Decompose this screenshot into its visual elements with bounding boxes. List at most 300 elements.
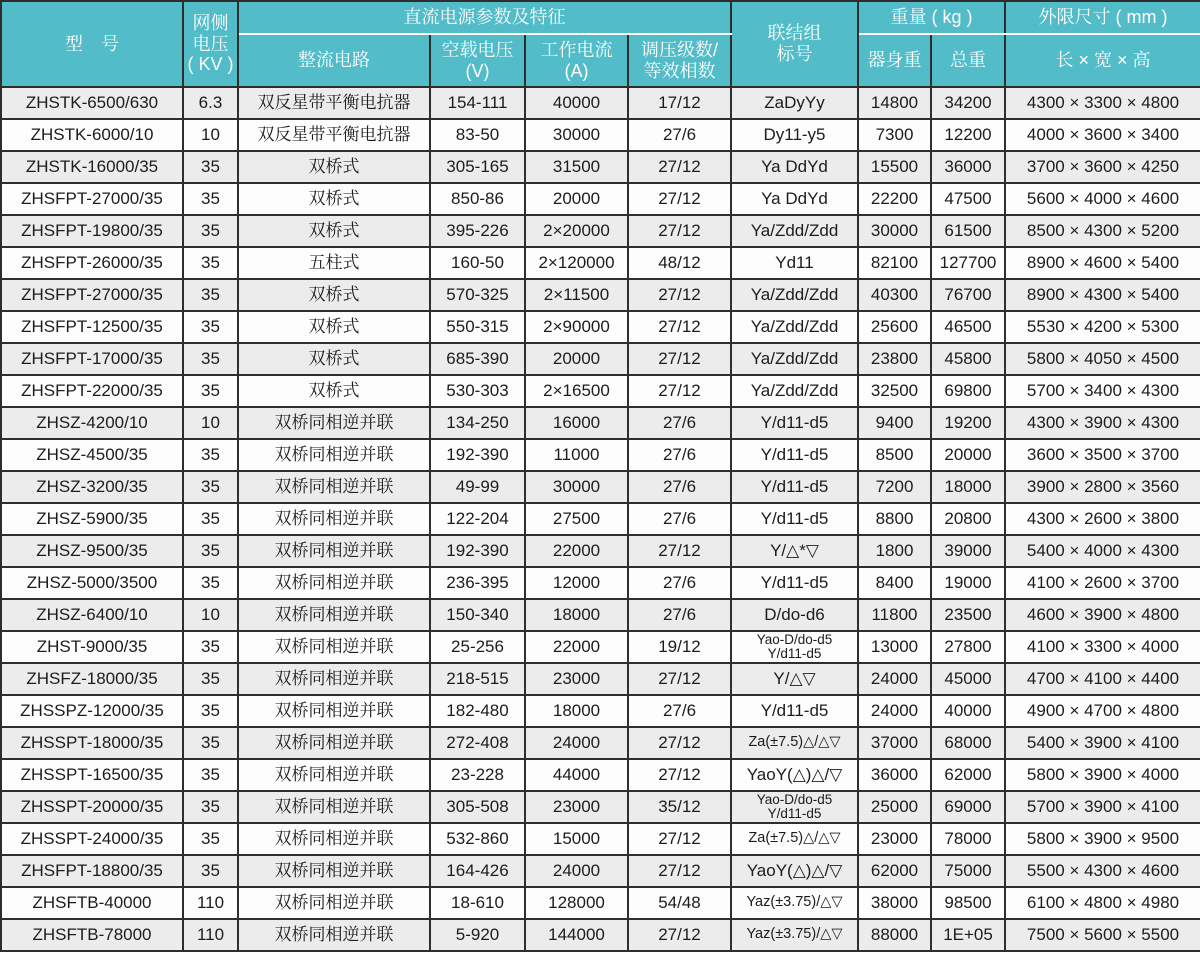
cell-model: ZHSFPT-22000/35 (1, 375, 183, 407)
cell-dims: 5500 × 4300 × 4600 (1005, 855, 1200, 887)
cell-voltage: 182-480 (430, 695, 525, 727)
cell-current: 16000 (525, 407, 628, 439)
cell-kv: 35 (183, 759, 238, 791)
cell-model: ZHSFPT-19800/35 (1, 215, 183, 247)
cell-kv: 110 (183, 887, 238, 919)
cell-circuit: 双桥同相逆并联 (238, 663, 430, 695)
cell-total: 61500 (931, 215, 1005, 247)
cell-connection: Za(±7.5)△/△▽ (731, 727, 858, 759)
header-working-current: 工作电流 (A) (525, 34, 628, 87)
cell-model: ZHSFZ-18000/35 (1, 663, 183, 695)
cell-voltage: 160-50 (430, 247, 525, 279)
cell-connection: Ya/Zdd/Zdd (731, 343, 858, 375)
table-row (1, 535, 1200, 567)
cell-total: 62000 (931, 759, 1005, 791)
cell-stages: 27/12 (628, 311, 731, 343)
cell-circuit: 双桥式 (238, 215, 430, 247)
header-top-row (1, 1, 1200, 34)
cell-current: 22000 (525, 631, 628, 663)
cell-current: 18000 (525, 695, 628, 727)
cell-body: 88000 (858, 919, 931, 951)
cell-circuit: 双桥式 (238, 183, 430, 215)
cell-connection: ZaDyYy (731, 87, 858, 119)
cell-circuit: 双桥式 (238, 343, 430, 375)
cell-dims: 4100 × 2600 × 3700 (1005, 567, 1200, 599)
cell-dims: 3600 × 3500 × 3700 (1005, 439, 1200, 471)
cell-dims: 5400 × 3900 × 4100 (1005, 727, 1200, 759)
cell-dims: 5800 × 3900 × 9500 (1005, 823, 1200, 855)
table-row (1, 855, 1200, 887)
cell-stages: 27/6 (628, 119, 731, 151)
cell-dims: 6100 × 4800 × 4980 (1005, 887, 1200, 919)
cell-circuit: 双桥同相逆并联 (238, 919, 430, 951)
cell-connection: Y/d11-d5 (731, 471, 858, 503)
cell-stages: 27/12 (628, 343, 731, 375)
cell-total: 19200 (931, 407, 1005, 439)
cell-total: 75000 (931, 855, 1005, 887)
cell-total: 36000 (931, 151, 1005, 183)
cell-dims: 5700 × 3900 × 4100 (1005, 791, 1200, 823)
cell-total: 40000 (931, 695, 1005, 727)
header-dimensions-group: 外限尺寸 ( mm ) (1005, 1, 1200, 34)
table-row (1, 631, 1200, 663)
cell-circuit: 双桥同相逆并联 (238, 407, 430, 439)
cell-dims: 3900 × 2800 × 3560 (1005, 471, 1200, 503)
header-grid-voltage: 网侧 电压 ( KV ) (183, 1, 238, 87)
cell-current: 40000 (525, 87, 628, 119)
cell-model: ZHSSPT-16500/35 (1, 759, 183, 791)
cell-connection: D/do-d6 (731, 599, 858, 631)
cell-stages: 27/12 (628, 759, 731, 791)
cell-body: 23800 (858, 343, 931, 375)
cell-total: 47500 (931, 183, 1005, 215)
cell-dims: 5800 × 4050 × 4500 (1005, 343, 1200, 375)
cell-current: 2×16500 (525, 375, 628, 407)
cell-circuit: 五柱式 (238, 247, 430, 279)
cell-connection: Y/d11-d5 (731, 503, 858, 535)
header-connection-group: 联结组 标号 (731, 1, 858, 87)
cell-total: 34200 (931, 87, 1005, 119)
cell-body: 62000 (858, 855, 931, 887)
cell-circuit: 双桥同相逆并联 (238, 727, 430, 759)
cell-circuit: 双桥式 (238, 151, 430, 183)
cell-body: 7300 (858, 119, 931, 151)
cell-body: 24000 (858, 695, 931, 727)
table-row (1, 407, 1200, 439)
cell-stages: 27/12 (628, 727, 731, 759)
cell-current: 12000 (525, 567, 628, 599)
cell-connection: Ya/Zdd/Zdd (731, 311, 858, 343)
cell-model: ZHSFPT-26000/35 (1, 247, 183, 279)
cell-kv: 35 (183, 727, 238, 759)
cell-connection: Y/d11-d5 (731, 439, 858, 471)
cell-stages: 27/6 (628, 503, 731, 535)
cell-stages: 27/12 (628, 375, 731, 407)
cell-kv: 35 (183, 663, 238, 695)
cell-kv: 35 (183, 823, 238, 855)
cell-total: 45800 (931, 343, 1005, 375)
cell-dims: 5530 × 4200 × 5300 (1005, 311, 1200, 343)
table-row (1, 663, 1200, 695)
cell-connection: Ya DdYd (731, 151, 858, 183)
cell-model: ZHSTK-6500/630 (1, 87, 183, 119)
cell-circuit: 双桥同相逆并联 (238, 887, 430, 919)
cell-circuit: 双桥同相逆并联 (238, 599, 430, 631)
cell-total: 127700 (931, 247, 1005, 279)
cell-connection: Yao-D/do-d5 Y/d11-d5 (731, 791, 858, 823)
table-row (1, 343, 1200, 375)
cell-current: 2×90000 (525, 311, 628, 343)
header-rectifier-circuit: 整流电路 (238, 34, 430, 87)
cell-model: ZHSFPT-18800/35 (1, 855, 183, 887)
cell-connection: YaoY(△)△/▽ (731, 759, 858, 791)
cell-stages: 27/6 (628, 471, 731, 503)
cell-connection: Y/△▽ (731, 663, 858, 695)
cell-stages: 27/12 (628, 215, 731, 247)
cell-stages: 27/12 (628, 823, 731, 855)
cell-circuit: 双桥同相逆并联 (238, 695, 430, 727)
cell-body: 8500 (858, 439, 931, 471)
cell-stages: 19/12 (628, 631, 731, 663)
cell-connection: YaoY(△)△/▽ (731, 855, 858, 887)
cell-connection: Dy11-y5 (731, 119, 858, 151)
cell-dims: 7500 × 5600 × 5500 (1005, 919, 1200, 951)
cell-connection: Y/△*▽ (731, 535, 858, 567)
cell-dims: 4000 × 3600 × 3400 (1005, 119, 1200, 151)
cell-dims: 4700 × 4100 × 4400 (1005, 663, 1200, 695)
cell-voltage: 850-86 (430, 183, 525, 215)
cell-kv: 35 (183, 855, 238, 887)
cell-total: 39000 (931, 535, 1005, 567)
cell-total: 98500 (931, 887, 1005, 919)
header-dimensions-sub: 长 × 宽 × 高 (1005, 34, 1200, 87)
cell-model: ZHSSPT-24000/35 (1, 823, 183, 855)
cell-dims: 8500 × 4300 × 5200 (1005, 215, 1200, 247)
cell-kv: 35 (183, 791, 238, 823)
cell-body: 7200 (858, 471, 931, 503)
cell-stages: 27/6 (628, 407, 731, 439)
cell-voltage: 305-165 (430, 151, 525, 183)
header-model: 型 号 (1, 1, 183, 87)
cell-stages: 27/6 (628, 695, 731, 727)
cell-stages: 27/12 (628, 919, 731, 951)
cell-model: ZHSFPT-17000/35 (1, 343, 183, 375)
cell-body: 37000 (858, 727, 931, 759)
cell-connection: Ya DdYd (731, 183, 858, 215)
cell-circuit: 双桥同相逆并联 (238, 567, 430, 599)
cell-voltage: 218-515 (430, 663, 525, 695)
cell-current: 18000 (525, 599, 628, 631)
cell-stages: 17/12 (628, 87, 731, 119)
table-row (1, 759, 1200, 791)
cell-current: 22000 (525, 535, 628, 567)
cell-total: 20800 (931, 503, 1005, 535)
cell-total: 19000 (931, 567, 1005, 599)
cell-current: 23000 (525, 663, 628, 695)
cell-current: 44000 (525, 759, 628, 791)
cell-voltage: 236-395 (430, 567, 525, 599)
cell-voltage: 164-426 (430, 855, 525, 887)
cell-current: 30000 (525, 119, 628, 151)
table-row (1, 279, 1200, 311)
cell-circuit: 双桥同相逆并联 (238, 471, 430, 503)
cell-total: 78000 (931, 823, 1005, 855)
cell-model: ZHSFTB-40000 (1, 887, 183, 919)
cell-stages: 48/12 (628, 247, 731, 279)
cell-voltage: 83-50 (430, 119, 525, 151)
cell-circuit: 双桥同相逆并联 (238, 759, 430, 791)
cell-voltage: 49-99 (430, 471, 525, 503)
cell-dims: 5800 × 3900 × 4000 (1005, 759, 1200, 791)
header-total-weight: 总重 (931, 34, 1005, 87)
cell-kv: 35 (183, 279, 238, 311)
cell-dims: 8900 × 4600 × 5400 (1005, 247, 1200, 279)
header-weight-group: 重量 ( kg ) (858, 1, 1005, 34)
cell-body: 24000 (858, 663, 931, 695)
cell-kv: 35 (183, 567, 238, 599)
cell-total: 1E+05 (931, 919, 1005, 951)
cell-dims: 3700 × 3600 × 4250 (1005, 151, 1200, 183)
cell-stages: 27/12 (628, 151, 731, 183)
table-row (1, 887, 1200, 919)
cell-body: 38000 (858, 887, 931, 919)
cell-circuit: 双桥同相逆并联 (238, 791, 430, 823)
cell-voltage: 532-860 (430, 823, 525, 855)
cell-kv: 35 (183, 311, 238, 343)
cell-body: 40300 (858, 279, 931, 311)
cell-body: 32500 (858, 375, 931, 407)
cell-model: ZHSTK-6000/10 (1, 119, 183, 151)
cell-voltage: 25-256 (430, 631, 525, 663)
cell-voltage: 192-390 (430, 439, 525, 471)
cell-model: ZHSFTB-78000 (1, 919, 183, 951)
cell-model: ZHSZ-6400/10 (1, 599, 183, 631)
cell-total: 18000 (931, 471, 1005, 503)
table-row (1, 87, 1200, 119)
table-row (1, 119, 1200, 151)
cell-circuit: 双桥同相逆并联 (238, 535, 430, 567)
cell-connection: Yd11 (731, 247, 858, 279)
cell-voltage: 550-315 (430, 311, 525, 343)
cell-model: ZHSZ-4500/35 (1, 439, 183, 471)
cell-connection: Ya/Zdd/Zdd (731, 215, 858, 247)
cell-model: ZHSZ-5900/35 (1, 503, 183, 535)
cell-current: 27500 (525, 503, 628, 535)
cell-total: 12200 (931, 119, 1005, 151)
cell-body: 1800 (858, 535, 931, 567)
cell-current: 23000 (525, 791, 628, 823)
cell-connection: Y/d11-d5 (731, 695, 858, 727)
cell-dims: 4300 × 3900 × 4300 (1005, 407, 1200, 439)
cell-kv: 35 (183, 375, 238, 407)
cell-circuit: 双桥同相逆并联 (238, 503, 430, 535)
cell-kv: 10 (183, 407, 238, 439)
cell-dims: 4100 × 3300 × 4000 (1005, 631, 1200, 663)
table-row (1, 439, 1200, 471)
cell-stages: 27/12 (628, 183, 731, 215)
cell-total: 20000 (931, 439, 1005, 471)
cell-kv: 35 (183, 471, 238, 503)
cell-current: 2×11500 (525, 279, 628, 311)
cell-body: 11800 (858, 599, 931, 631)
cell-voltage: 154-111 (430, 87, 525, 119)
cell-voltage: 272-408 (430, 727, 525, 759)
table-row (1, 183, 1200, 215)
cell-body: 14800 (858, 87, 931, 119)
cell-stages: 27/12 (628, 855, 731, 887)
cell-total: 27800 (931, 631, 1005, 663)
cell-body: 82100 (858, 247, 931, 279)
cell-current: 20000 (525, 343, 628, 375)
cell-kv: 35 (183, 343, 238, 375)
header-body-weight: 器身重 (858, 34, 931, 87)
cell-circuit: 双反星带平衡电抗器 (238, 87, 430, 119)
cell-stages: 27/6 (628, 567, 731, 599)
cell-total: 76700 (931, 279, 1005, 311)
cell-stages: 27/12 (628, 663, 731, 695)
cell-model: ZHSZ-5000/3500 (1, 567, 183, 599)
table-row (1, 375, 1200, 407)
table-row (1, 919, 1200, 951)
cell-total: 23500 (931, 599, 1005, 631)
table-body (1, 87, 1200, 951)
cell-dims: 4900 × 4700 × 4800 (1005, 695, 1200, 727)
header-no-load-voltage: 空载电压 (V) (430, 34, 525, 87)
table-header (1, 1, 1200, 87)
cell-connection: Y/d11-d5 (731, 407, 858, 439)
cell-kv: 35 (183, 631, 238, 663)
cell-kv: 110 (183, 919, 238, 951)
cell-model: ZHSZ-9500/35 (1, 535, 183, 567)
cell-model: ZHSSPZ-12000/35 (1, 695, 183, 727)
table-row (1, 471, 1200, 503)
cell-body: 8800 (858, 503, 931, 535)
cell-voltage: 685-390 (430, 343, 525, 375)
cell-circuit: 双桥同相逆并联 (238, 855, 430, 887)
cell-body: 8400 (858, 567, 931, 599)
cell-total: 68000 (931, 727, 1005, 759)
cell-stages: 54/48 (628, 887, 731, 919)
cell-current: 20000 (525, 183, 628, 215)
cell-dims: 8900 × 4300 × 5400 (1005, 279, 1200, 311)
cell-kv: 35 (183, 151, 238, 183)
cell-body: 36000 (858, 759, 931, 791)
table-row (1, 215, 1200, 247)
cell-voltage: 5-920 (430, 919, 525, 951)
cell-current: 11000 (525, 439, 628, 471)
cell-stages: 27/6 (628, 439, 731, 471)
cell-connection: Ya/Zdd/Zdd (731, 279, 858, 311)
cell-total: 45000 (931, 663, 1005, 695)
cell-current: 24000 (525, 727, 628, 759)
table-row (1, 599, 1200, 631)
cell-kv: 10 (183, 599, 238, 631)
cell-connection: Yaz(±3.75)/△▽ (731, 887, 858, 919)
cell-circuit: 双桥同相逆并联 (238, 439, 430, 471)
cell-voltage: 192-390 (430, 535, 525, 567)
cell-model: ZHSZ-3200/35 (1, 471, 183, 503)
cell-kv: 35 (183, 183, 238, 215)
cell-connection: Y/d11-d5 (731, 567, 858, 599)
table-row (1, 503, 1200, 535)
cell-circuit: 双桥式 (238, 375, 430, 407)
cell-kv: 35 (183, 215, 238, 247)
cell-voltage: 23-228 (430, 759, 525, 791)
cell-kv: 35 (183, 503, 238, 535)
cell-total: 69800 (931, 375, 1005, 407)
cell-body: 25000 (858, 791, 931, 823)
cell-body: 25600 (858, 311, 931, 343)
cell-connection: Ya/Zdd/Zdd (731, 375, 858, 407)
cell-current: 31500 (525, 151, 628, 183)
cell-current: 2×120000 (525, 247, 628, 279)
cell-current: 15000 (525, 823, 628, 855)
cell-dims: 4300 × 2600 × 3800 (1005, 503, 1200, 535)
cell-voltage: 395-226 (430, 215, 525, 247)
cell-body: 22200 (858, 183, 931, 215)
cell-circuit: 双桥式 (238, 279, 430, 311)
table-row (1, 727, 1200, 759)
table-row (1, 823, 1200, 855)
cell-kv: 6.3 (183, 87, 238, 119)
cell-current: 30000 (525, 471, 628, 503)
table-row (1, 695, 1200, 727)
cell-dims: 4300 × 3300 × 4800 (1005, 87, 1200, 119)
cell-voltage: 150-340 (430, 599, 525, 631)
cell-circuit: 双桥式 (238, 311, 430, 343)
cell-voltage: 18-610 (430, 887, 525, 919)
cell-circuit: 双反星带平衡电抗器 (238, 119, 430, 151)
cell-model: ZHSTK-16000/35 (1, 151, 183, 183)
cell-voltage: 134-250 (430, 407, 525, 439)
cell-connection: Za(±7.5)△/△▽ (731, 823, 858, 855)
cell-dims: 5400 × 4000 × 4300 (1005, 535, 1200, 567)
cell-current: 144000 (525, 919, 628, 951)
cell-body: 30000 (858, 215, 931, 247)
table-row (1, 311, 1200, 343)
cell-voltage: 570-325 (430, 279, 525, 311)
table-row (1, 247, 1200, 279)
cell-total: 46500 (931, 311, 1005, 343)
cell-kv: 35 (183, 535, 238, 567)
cell-circuit: 双桥同相逆并联 (238, 631, 430, 663)
cell-dims: 5700 × 3400 × 4300 (1005, 375, 1200, 407)
cell-stages: 35/12 (628, 791, 731, 823)
cell-total: 69000 (931, 791, 1005, 823)
cell-body: 9400 (858, 407, 931, 439)
cell-voltage: 305-508 (430, 791, 525, 823)
cell-model: ZHSFPT-12500/35 (1, 311, 183, 343)
header-dc-group: 直流电源参数及特征 (238, 1, 731, 34)
cell-kv: 10 (183, 119, 238, 151)
table-row (1, 151, 1200, 183)
cell-stages: 27/12 (628, 279, 731, 311)
table-row (1, 791, 1200, 823)
cell-connection: Yaz(±3.75)/△▽ (731, 919, 858, 951)
cell-model: ZHST-9000/35 (1, 631, 183, 663)
table-row (1, 567, 1200, 599)
cell-dims: 4600 × 3900 × 4800 (1005, 599, 1200, 631)
cell-circuit: 双桥同相逆并联 (238, 823, 430, 855)
cell-current: 2×20000 (525, 215, 628, 247)
cell-dims: 5600 × 4000 × 4600 (1005, 183, 1200, 215)
cell-voltage: 122-204 (430, 503, 525, 535)
cell-model: ZHSSPT-20000/35 (1, 791, 183, 823)
cell-kv: 35 (183, 439, 238, 471)
cell-connection: Yao-D/do-d5 Y/d11-d5 (731, 631, 858, 663)
cell-model: ZHSFPT-27000/35 (1, 279, 183, 311)
cell-body: 23000 (858, 823, 931, 855)
